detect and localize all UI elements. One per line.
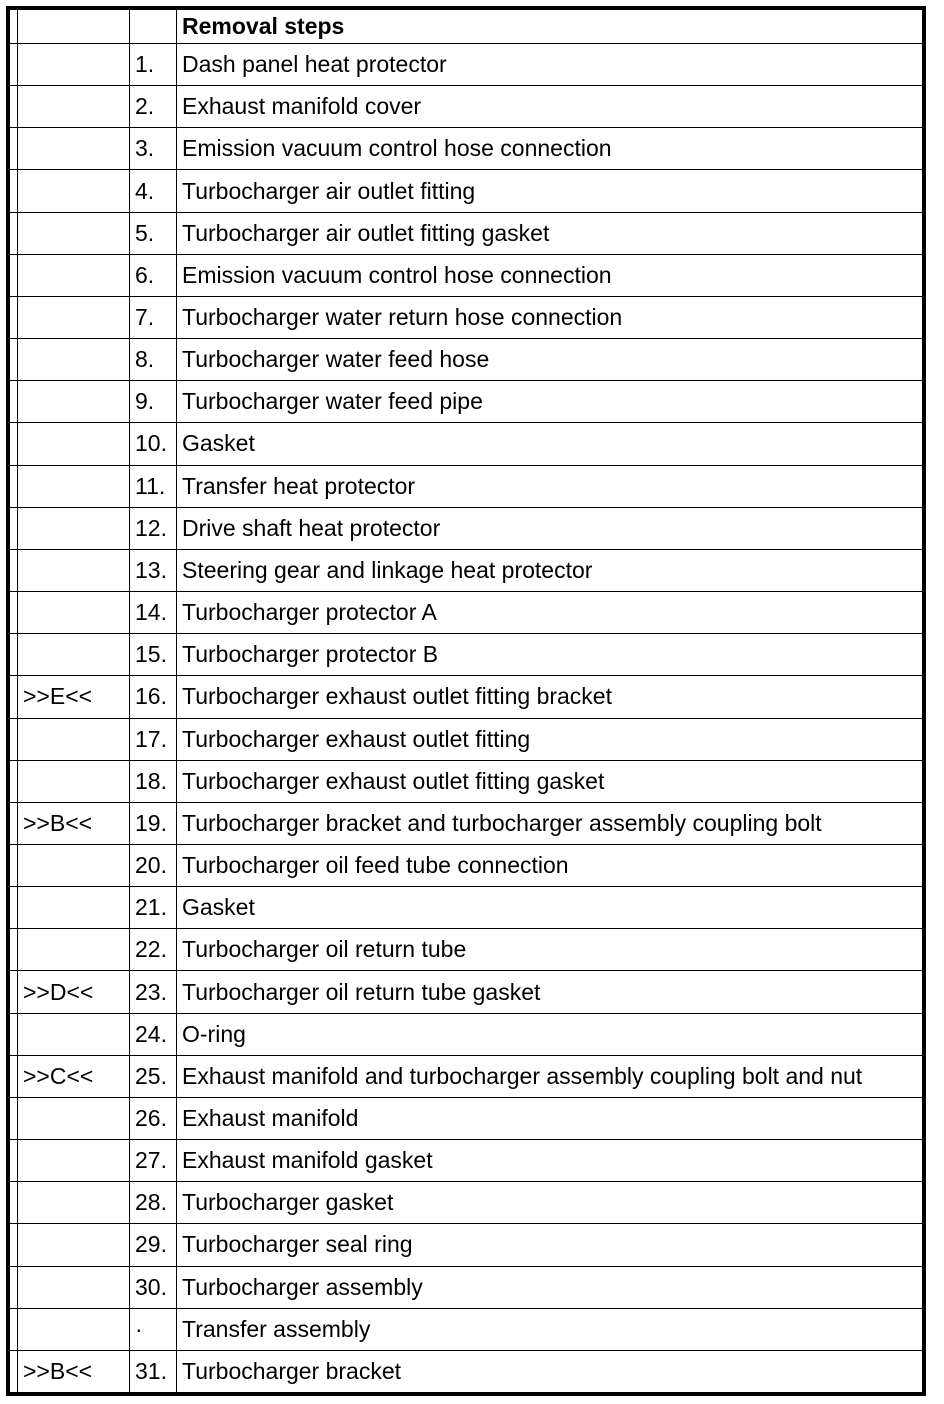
table-row xyxy=(10,549,923,591)
row-step-number: 17. xyxy=(130,718,177,760)
row-step-name: Dash panel heat protector xyxy=(177,44,923,86)
row-step-number: 6. xyxy=(130,254,177,296)
row-reference-mark xyxy=(18,86,130,128)
header-gap-cell xyxy=(10,10,18,44)
row-reference-mark: >>E<< xyxy=(18,676,130,718)
row-reference-mark xyxy=(18,592,130,634)
table-row xyxy=(10,507,923,549)
row-gap-cell xyxy=(10,339,18,381)
row-step-number: 27. xyxy=(130,1140,177,1182)
row-gap-cell xyxy=(10,760,18,802)
row-gap-cell xyxy=(10,44,18,86)
row-gap-cell xyxy=(10,423,18,465)
row-reference-mark xyxy=(18,718,130,760)
row-reference-mark xyxy=(18,1224,130,1266)
row-step-name: Turbocharger bracket and turbocharger assembly coupling bolt xyxy=(177,802,923,844)
row-gap-cell xyxy=(10,1350,18,1392)
row-reference-mark xyxy=(18,1308,130,1350)
removal-steps-sheet xyxy=(6,6,926,1396)
table-row xyxy=(10,802,923,844)
row-reference-mark xyxy=(18,296,130,338)
row-gap-cell xyxy=(10,634,18,676)
row-step-name: Turbocharger bracket xyxy=(177,1350,923,1392)
row-gap-cell xyxy=(10,844,18,886)
row-reference-mark xyxy=(18,844,130,886)
table-row xyxy=(10,676,923,718)
table-row xyxy=(10,760,923,802)
header-num-cell xyxy=(130,10,177,44)
row-step-name: Emission vacuum control hose connection xyxy=(177,128,923,170)
row-reference-mark xyxy=(18,507,130,549)
table-row xyxy=(10,1308,923,1350)
row-reference-mark xyxy=(18,887,130,929)
table-row xyxy=(10,44,923,86)
row-step-name: Gasket xyxy=(177,423,923,465)
table-row xyxy=(10,1224,923,1266)
row-step-number: 1. xyxy=(130,44,177,86)
row-gap-cell xyxy=(10,1097,18,1139)
row-gap-cell xyxy=(10,507,18,549)
row-step-number: 21. xyxy=(130,887,177,929)
row-gap-cell xyxy=(10,381,18,423)
row-step-number: 13. xyxy=(130,549,177,591)
table-header-row xyxy=(10,10,923,44)
row-reference-mark xyxy=(18,1182,130,1224)
row-gap-cell xyxy=(10,971,18,1013)
row-step-number: 31. xyxy=(130,1350,177,1392)
row-gap-cell xyxy=(10,1013,18,1055)
table-row xyxy=(10,1097,923,1139)
row-gap-cell xyxy=(10,1224,18,1266)
row-step-name: Turbocharger water return hose connection xyxy=(177,296,923,338)
row-step-number: 16. xyxy=(130,676,177,718)
row-gap-cell xyxy=(10,170,18,212)
table-row xyxy=(10,254,923,296)
row-reference-mark xyxy=(18,549,130,591)
row-gap-cell xyxy=(10,676,18,718)
row-step-name: Turbocharger exhaust outlet fitting xyxy=(177,718,923,760)
removal-steps-table xyxy=(9,9,923,1393)
table-row xyxy=(10,592,923,634)
row-step-name: Turbocharger gasket xyxy=(177,1182,923,1224)
row-step-number: 18. xyxy=(130,760,177,802)
row-step-number: · xyxy=(130,1308,177,1350)
row-step-number: 11. xyxy=(130,465,177,507)
row-step-name: Exhaust manifold and turbocharger assembly coupling bolt and nut xyxy=(177,1055,923,1097)
row-step-name: O-ring xyxy=(177,1013,923,1055)
table-row xyxy=(10,1013,923,1055)
row-step-name: Turbocharger exhaust outlet fitting bracket xyxy=(177,676,923,718)
row-step-number: 3. xyxy=(130,128,177,170)
row-gap-cell xyxy=(10,718,18,760)
row-step-number: 22. xyxy=(130,929,177,971)
row-step-name: Emission vacuum control hose connection xyxy=(177,254,923,296)
table-row xyxy=(10,423,923,465)
table-row xyxy=(10,634,923,676)
table-row xyxy=(10,1140,923,1182)
table-row xyxy=(10,86,923,128)
row-reference-mark xyxy=(18,1013,130,1055)
row-step-name: Turbocharger protector A xyxy=(177,592,923,634)
row-step-name: Exhaust manifold cover xyxy=(177,86,923,128)
table-row xyxy=(10,887,923,929)
row-step-number: 10. xyxy=(130,423,177,465)
row-reference-mark xyxy=(18,423,130,465)
row-reference-mark xyxy=(18,929,130,971)
table-row xyxy=(10,971,923,1013)
row-step-name: Turbocharger oil return tube xyxy=(177,929,923,971)
row-step-name: Turbocharger air outlet fitting xyxy=(177,170,923,212)
row-reference-mark xyxy=(18,128,130,170)
row-step-number: 23. xyxy=(130,971,177,1013)
row-step-name: Exhaust manifold gasket xyxy=(177,1140,923,1182)
header-title: Removal steps xyxy=(177,10,923,44)
table-row xyxy=(10,170,923,212)
row-step-number: 8. xyxy=(130,339,177,381)
row-reference-mark xyxy=(18,44,130,86)
table-row xyxy=(10,1182,923,1224)
row-step-name: Transfer heat protector xyxy=(177,465,923,507)
row-step-number: 26. xyxy=(130,1097,177,1139)
row-reference-mark xyxy=(18,381,130,423)
row-step-number: 5. xyxy=(130,212,177,254)
table-body xyxy=(10,44,923,1393)
table-row xyxy=(10,1055,923,1097)
row-step-name: Gasket xyxy=(177,887,923,929)
row-step-name: Exhaust manifold xyxy=(177,1097,923,1139)
table-row xyxy=(10,128,923,170)
row-step-number: 9. xyxy=(130,381,177,423)
row-reference-mark xyxy=(18,1266,130,1308)
row-step-number: 24. xyxy=(130,1013,177,1055)
table-row xyxy=(10,929,923,971)
row-step-name: Drive shaft heat protector xyxy=(177,507,923,549)
row-gap-cell xyxy=(10,1055,18,1097)
row-step-number: 19. xyxy=(130,802,177,844)
row-step-name: Turbocharger oil feed tube connection xyxy=(177,844,923,886)
table-row xyxy=(10,381,923,423)
row-gap-cell xyxy=(10,254,18,296)
row-reference-mark xyxy=(18,634,130,676)
row-step-number: 28. xyxy=(130,1182,177,1224)
row-step-number: 29. xyxy=(130,1224,177,1266)
row-step-name: Turbocharger air outlet fitting gasket xyxy=(177,212,923,254)
table-row xyxy=(10,296,923,338)
row-gap-cell xyxy=(10,549,18,591)
table-row xyxy=(10,718,923,760)
table-row xyxy=(10,212,923,254)
header-mark-cell xyxy=(18,10,130,44)
row-gap-cell xyxy=(10,592,18,634)
row-step-name: Turbocharger seal ring xyxy=(177,1224,923,1266)
table-row xyxy=(10,465,923,507)
row-gap-cell xyxy=(10,802,18,844)
row-step-name: Turbocharger exhaust outlet fitting gasket xyxy=(177,760,923,802)
row-step-name: Turbocharger oil return tube gasket xyxy=(177,971,923,1013)
row-gap-cell xyxy=(10,465,18,507)
row-gap-cell xyxy=(10,296,18,338)
row-step-number: 4. xyxy=(130,170,177,212)
row-gap-cell xyxy=(10,929,18,971)
row-reference-mark xyxy=(18,760,130,802)
row-step-number: 25. xyxy=(130,1055,177,1097)
row-gap-cell xyxy=(10,887,18,929)
row-step-number: 12. xyxy=(130,507,177,549)
table-row xyxy=(10,1350,923,1392)
row-step-number: 2. xyxy=(130,86,177,128)
row-step-name: Turbocharger water feed pipe xyxy=(177,381,923,423)
row-step-name: Transfer assembly xyxy=(177,1308,923,1350)
row-step-number: 15. xyxy=(130,634,177,676)
row-step-number: 20. xyxy=(130,844,177,886)
row-step-number: 7. xyxy=(130,296,177,338)
row-reference-mark: >>B<< xyxy=(18,1350,130,1392)
row-reference-mark xyxy=(18,465,130,507)
row-gap-cell xyxy=(10,1140,18,1182)
row-reference-mark xyxy=(18,1140,130,1182)
row-reference-mark: >>C<< xyxy=(18,1055,130,1097)
row-reference-mark xyxy=(18,1097,130,1139)
row-gap-cell xyxy=(10,212,18,254)
row-reference-mark xyxy=(18,339,130,381)
row-reference-mark xyxy=(18,212,130,254)
table-row xyxy=(10,1266,923,1308)
row-gap-cell xyxy=(10,1266,18,1308)
row-reference-mark: >>D<< xyxy=(18,971,130,1013)
row-step-name: Turbocharger water feed hose xyxy=(177,339,923,381)
row-gap-cell xyxy=(10,86,18,128)
row-step-name: Turbocharger assembly xyxy=(177,1266,923,1308)
row-step-number: 14. xyxy=(130,592,177,634)
row-gap-cell xyxy=(10,1308,18,1350)
table-row xyxy=(10,844,923,886)
row-reference-mark xyxy=(18,254,130,296)
row-step-name: Steering gear and linkage heat protector xyxy=(177,549,923,591)
row-step-number: 30. xyxy=(130,1266,177,1308)
row-reference-mark xyxy=(18,170,130,212)
row-gap-cell xyxy=(10,1182,18,1224)
table-row xyxy=(10,339,923,381)
row-gap-cell xyxy=(10,128,18,170)
row-reference-mark: >>B<< xyxy=(18,802,130,844)
row-step-name: Turbocharger protector B xyxy=(177,634,923,676)
